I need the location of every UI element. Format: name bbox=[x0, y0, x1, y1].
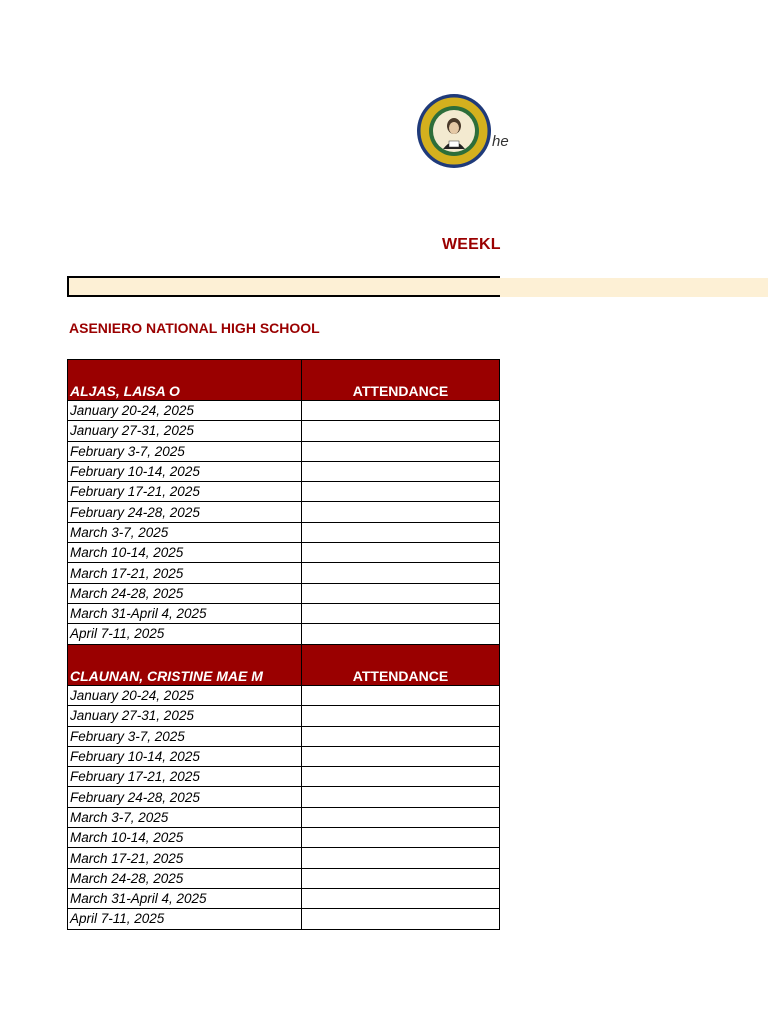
table-row bbox=[68, 807, 500, 827]
attendance-cell[interactable] bbox=[302, 909, 500, 929]
week-label: February 17-21, 2025 bbox=[68, 482, 302, 502]
attendance-header: ATTENDANCE bbox=[302, 360, 500, 401]
school-name: ASENIERO NATIONAL HIGH SCHOOL bbox=[69, 320, 320, 336]
attendance-cell[interactable] bbox=[302, 502, 500, 522]
table-row bbox=[68, 441, 500, 461]
table-header-row bbox=[68, 645, 500, 686]
table-row bbox=[68, 482, 500, 502]
attendance-cell[interactable] bbox=[302, 767, 500, 787]
university-seal-logo bbox=[416, 93, 492, 169]
attendance-cell[interactable] bbox=[302, 807, 500, 827]
attendance-cell[interactable] bbox=[302, 522, 500, 542]
table-row bbox=[68, 767, 500, 787]
week-label: March 3-7, 2025 bbox=[68, 807, 302, 827]
week-label: March 3-7, 2025 bbox=[68, 522, 302, 542]
attendance-cell[interactable] bbox=[302, 726, 500, 746]
table-row bbox=[68, 603, 500, 623]
attendance-cell[interactable] bbox=[302, 543, 500, 563]
table-row bbox=[68, 726, 500, 746]
week-label: March 24-28, 2025 bbox=[68, 868, 302, 888]
week-label: February 10-14, 2025 bbox=[68, 746, 302, 766]
attendance-cell[interactable] bbox=[302, 888, 500, 908]
table-row bbox=[68, 583, 500, 603]
attendance-cell[interactable] bbox=[302, 787, 500, 807]
week-label: January 27-31, 2025 bbox=[68, 421, 302, 441]
attendance-table-2 bbox=[67, 644, 500, 930]
attendance-cell[interactable] bbox=[302, 686, 500, 706]
highlight-band-extension bbox=[500, 278, 768, 297]
attendance-cell[interactable] bbox=[302, 848, 500, 868]
attendance-cell[interactable] bbox=[302, 401, 500, 421]
table-row bbox=[68, 401, 500, 421]
week-label: January 20-24, 2025 bbox=[68, 401, 302, 421]
attendance-cell[interactable] bbox=[302, 461, 500, 481]
attendance-cell[interactable] bbox=[302, 868, 500, 888]
week-label: March 10-14, 2025 bbox=[68, 543, 302, 563]
attendance-cell[interactable] bbox=[302, 624, 500, 644]
week-label: April 7-11, 2025 bbox=[68, 909, 302, 929]
attendance-cell[interactable] bbox=[302, 746, 500, 766]
attendance-cell[interactable] bbox=[302, 603, 500, 623]
week-label: March 31-April 4, 2025 bbox=[68, 603, 302, 623]
attendance-cell[interactable] bbox=[302, 706, 500, 726]
attendance-cell[interactable] bbox=[302, 583, 500, 603]
week-label: March 17-21, 2025 bbox=[68, 563, 302, 583]
week-label: February 24-28, 2025 bbox=[68, 502, 302, 522]
attendance-table-1 bbox=[67, 359, 500, 645]
clipped-area bbox=[500, 230, 768, 270]
week-label: February 10-14, 2025 bbox=[68, 461, 302, 481]
table-row bbox=[68, 624, 500, 644]
week-label: February 3-7, 2025 bbox=[68, 726, 302, 746]
attendance-header: ATTENDANCE bbox=[302, 645, 500, 686]
attendance-cell[interactable] bbox=[302, 441, 500, 461]
page-title: WEEKL bbox=[442, 236, 501, 253]
table-row bbox=[68, 706, 500, 726]
table-row bbox=[68, 746, 500, 766]
table-row bbox=[68, 868, 500, 888]
table-row bbox=[68, 888, 500, 908]
header-text-fragment: he bbox=[492, 133, 509, 150]
table-row bbox=[68, 543, 500, 563]
week-label: February 17-21, 2025 bbox=[68, 767, 302, 787]
week-label: April 7-11, 2025 bbox=[68, 624, 302, 644]
table-row bbox=[68, 828, 500, 848]
student-name: ALJAS, LAISA O bbox=[68, 360, 302, 401]
table-row bbox=[68, 502, 500, 522]
table-row bbox=[68, 421, 500, 441]
week-label: February 24-28, 2025 bbox=[68, 787, 302, 807]
week-label: March 31-April 4, 2025 bbox=[68, 888, 302, 908]
table-row bbox=[68, 461, 500, 481]
highlight-band bbox=[67, 276, 500, 297]
week-label: March 10-14, 2025 bbox=[68, 828, 302, 848]
week-label: March 24-28, 2025 bbox=[68, 583, 302, 603]
table-row bbox=[68, 522, 500, 542]
table-header-row bbox=[68, 360, 500, 401]
table-row bbox=[68, 848, 500, 868]
week-label: February 3-7, 2025 bbox=[68, 441, 302, 461]
week-label: January 27-31, 2025 bbox=[68, 706, 302, 726]
attendance-cell[interactable] bbox=[302, 563, 500, 583]
week-label: January 20-24, 2025 bbox=[68, 686, 302, 706]
attendance-cell[interactable] bbox=[302, 828, 500, 848]
table-row bbox=[68, 563, 500, 583]
week-label: March 17-21, 2025 bbox=[68, 848, 302, 868]
table-row bbox=[68, 909, 500, 929]
attendance-cell[interactable] bbox=[302, 421, 500, 441]
attendance-cell[interactable] bbox=[302, 482, 500, 502]
student-name: CLAUNAN, CRISTINE MAE M bbox=[68, 645, 302, 686]
table-row bbox=[68, 686, 500, 706]
table-row bbox=[68, 787, 500, 807]
